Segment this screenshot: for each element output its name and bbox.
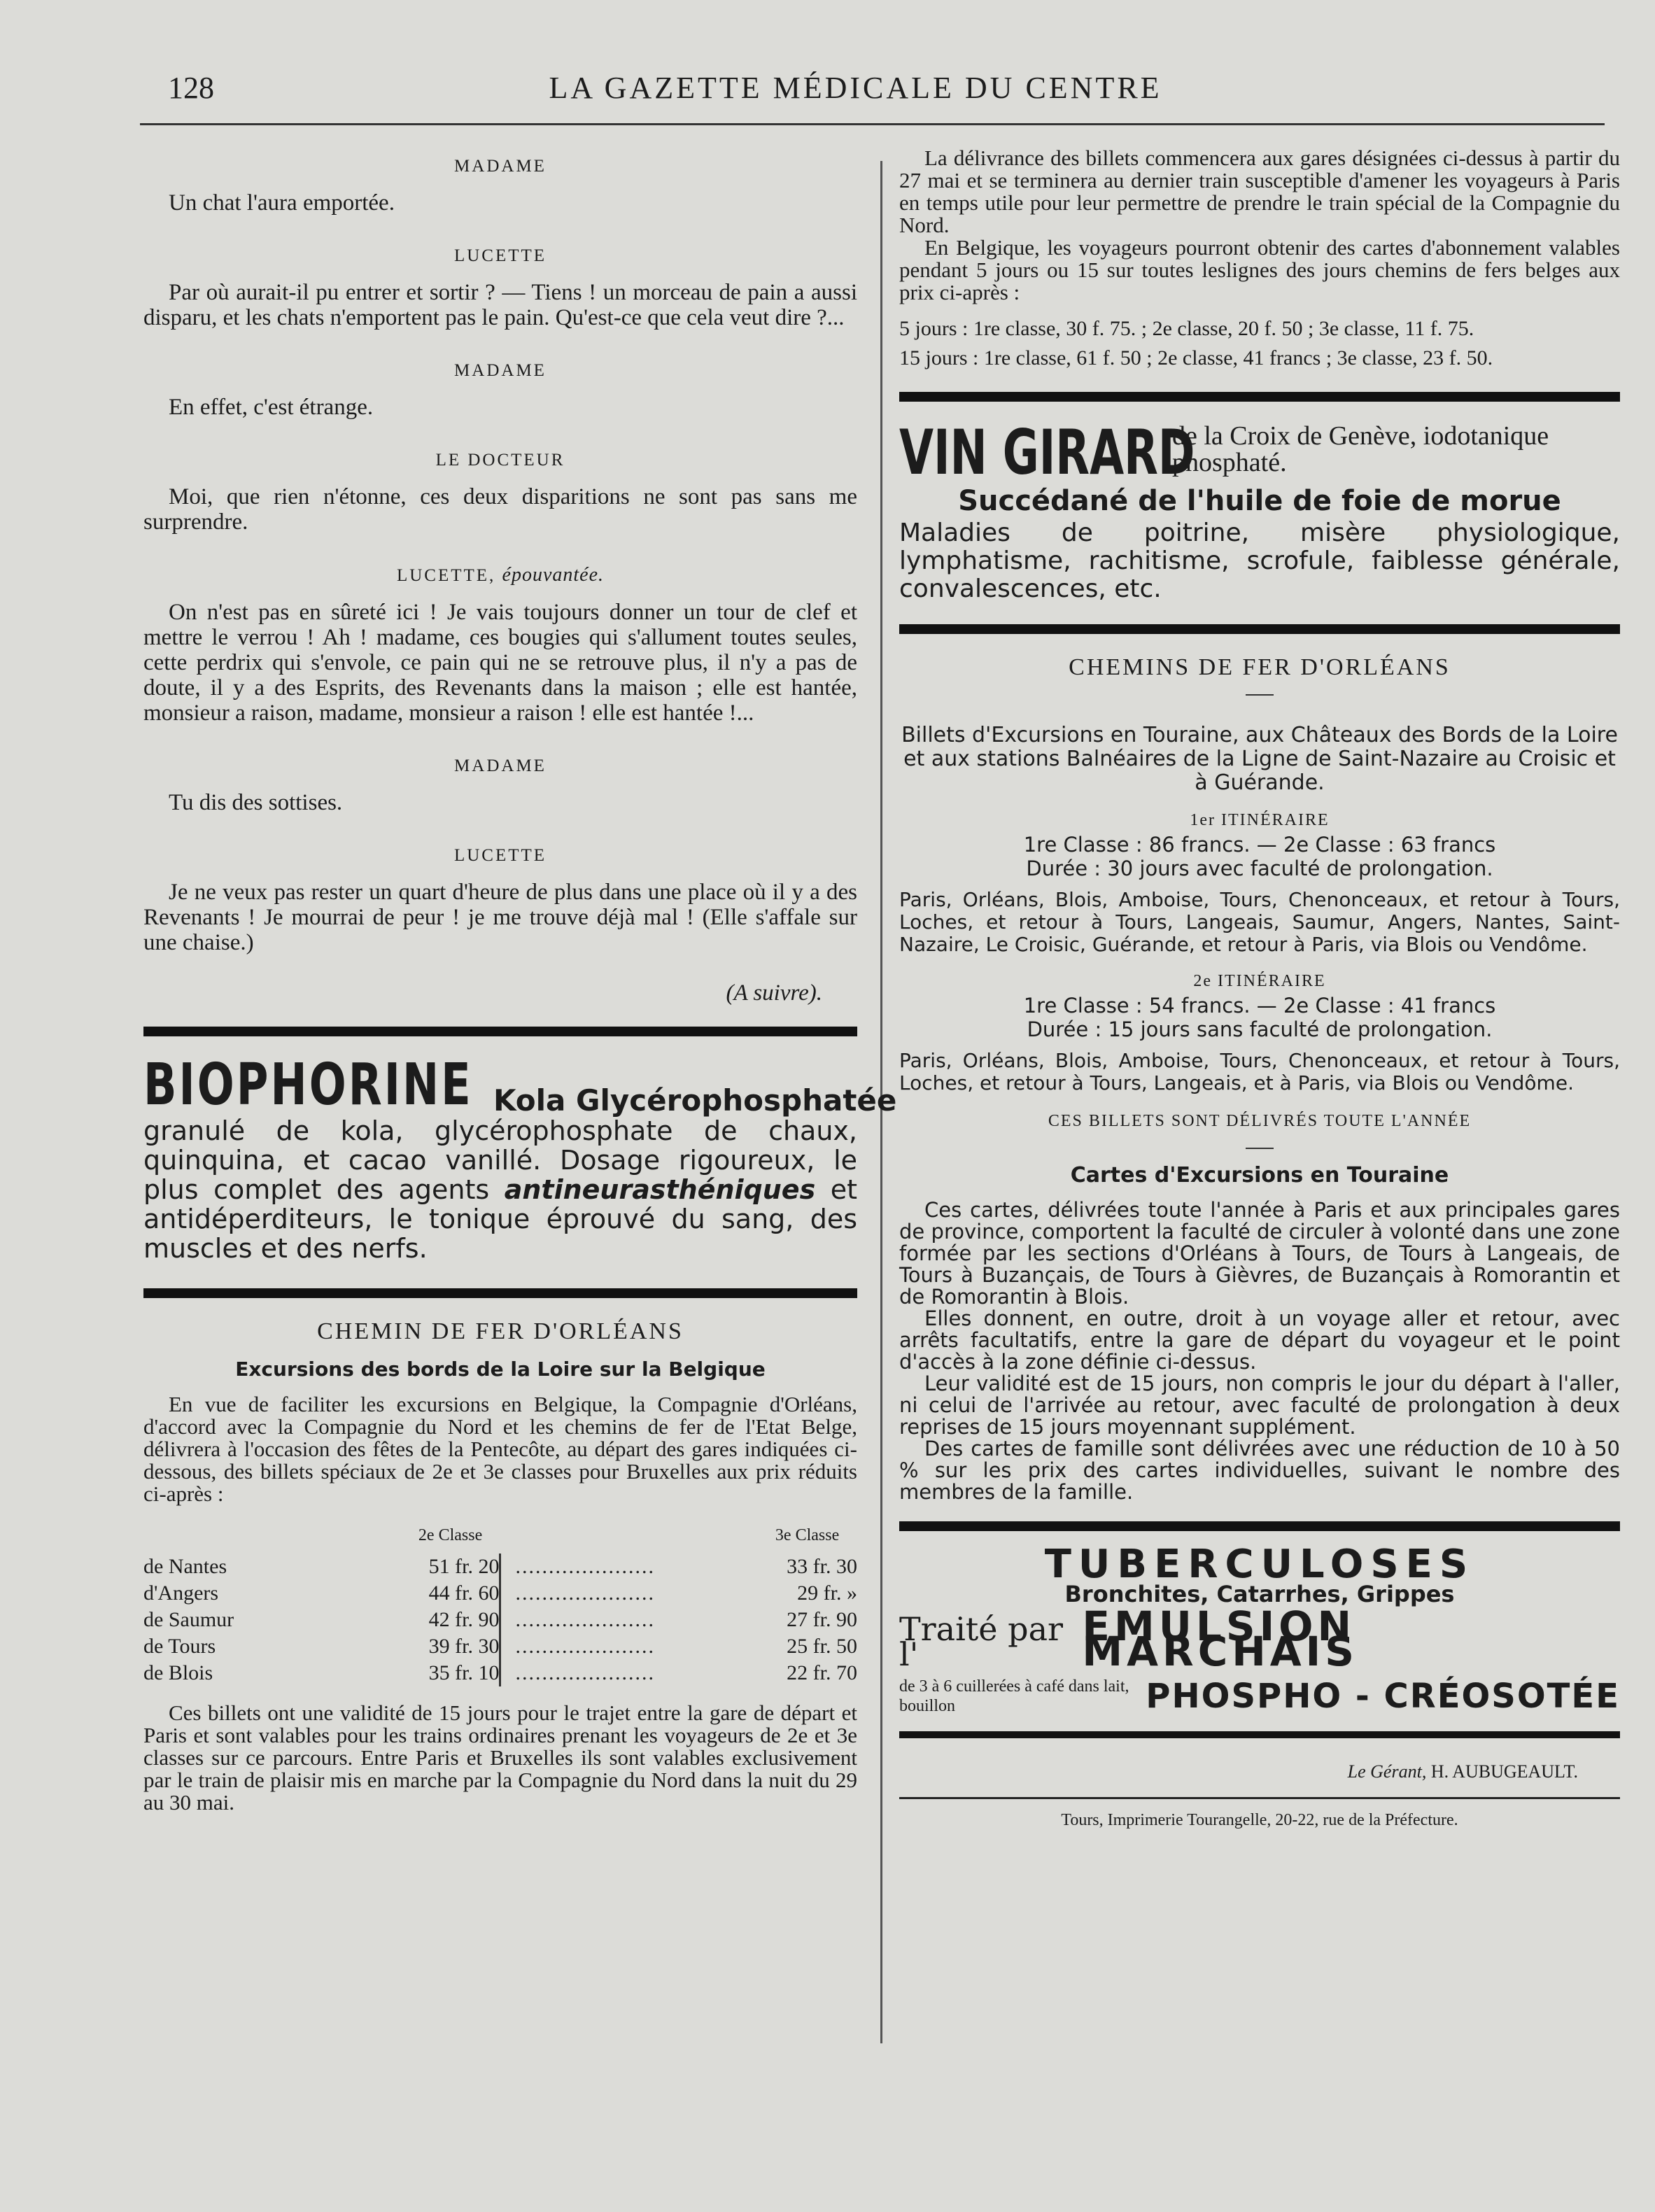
cartes-title: Cartes d'Excursions en Touraine xyxy=(1070,1163,1449,1188)
itinerary-route: Paris, Orléans, Blois, Amboise, Tours, Chenonceaux, et retour à Tours, Loches, et retour à Tours, Langeais, et à Paris, via Blois ou Vendôme. xyxy=(899,1049,1620,1094)
itinerary-duration: Durée : 15 jours sans faculté de prolongation. xyxy=(1027,1017,1493,1041)
price-2e-classe: 51 fr. 20 xyxy=(400,1554,500,1580)
departure-station: de Saumur xyxy=(143,1608,234,1631)
notice-intro: En vue de faciliter les excursions en Belgique, la Compagnie d'Orléans, d'accord avec la Compagnie du Nord et les chemins de fer de l'Etat Belge, délivrera à l'occasion des fêtes de la Pentecôte, au départ des gares indiquées ci-dessous, des billets spéciaux de 2e et 3e classes pour Bruxelles aux prix réduits ci-après : xyxy=(143,1392,857,1506)
vin-girard-ad xyxy=(899,416,1620,603)
running-header xyxy=(140,70,1571,112)
thick-rule xyxy=(899,1731,1620,1738)
speaker-name: LUCETTE, épouvantée. xyxy=(396,564,605,586)
table-row xyxy=(143,1660,857,1686)
biophorine-body: granulé de kola, glycérophosphate de chaux, quinquina, et cacao vanillé. Dosage rigoureux, le plus complet des agents antineurasthéniques et antidéperditeurs, le tonique éprouvé du sang, des muscles et des nerfs. xyxy=(143,1115,858,1264)
dash-divider xyxy=(1246,1148,1274,1149)
itinerary-route: Paris, Orléans, Blois, Amboise, Tours, Chenonceaux, et retour à Tours, Loches, et retour à Tours, Langeais, Saumur, Angers, Nantes, Saint-Nazaire, Le Croisic, Guérande, et retour à Paris, via Blois ou Vendôme. xyxy=(899,888,1620,956)
orleans-belgique-notice xyxy=(143,1319,857,1814)
speaker-name: MADAME xyxy=(454,361,547,380)
price-2e-classe: 35 fr. 10 xyxy=(400,1660,500,1686)
thick-rule xyxy=(899,392,1620,402)
dot-leader: ..................... xyxy=(515,1581,655,1605)
section-title: CHEMIN DE FER D'ORLÉANS xyxy=(317,1318,684,1344)
thick-rule xyxy=(143,1027,857,1036)
play-block xyxy=(143,358,857,420)
thick-rule xyxy=(899,624,1620,634)
speech-text: On n'est pas en sûreté ici ! Je vais toujours donner un tour de clef et mettre le verrou ! Ah ! madame, ces bougies qui s'allument toutes seules, cette perdrix qui s'envole, ce pain qui ne se retrouve plus, il n'y a pas de doute, il y a des Esprits, des Revenants dans la maison ; elle est hantée, monsieur a raison, madame, monsieur a raison ! elle est hantée !... xyxy=(143,600,857,726)
play-block xyxy=(143,754,857,815)
speech-text: Tu dis des sottises. xyxy=(169,790,343,815)
dot-leader: ..................... xyxy=(515,1635,655,1658)
tuberculoses-title: TUBERCULOSES xyxy=(1044,1542,1475,1587)
thick-rule xyxy=(899,1521,1620,1531)
biophorine-ad xyxy=(143,1052,897,1264)
imprimerie-line: Tours, Imprimerie Tourangelle, 20-22, rue de la Préfecture. xyxy=(1061,1811,1458,1829)
dosage-text: de 3 à 6 cuillerées à café dans lait, bouillon xyxy=(899,1677,1129,1715)
vin-girard-body: Maladies de poitrine, misère physiologique, lymphatisme, rachitisme, scrofule, faiblesse générale, convalescences, etc. xyxy=(899,519,1620,603)
price-2e-classe: 44 fr. 60 xyxy=(400,1580,500,1607)
speaker-name: LUCETTE xyxy=(453,246,547,265)
table-row xyxy=(143,1554,857,1580)
right-column xyxy=(899,147,1620,1833)
dot-leader: ..................... xyxy=(515,1608,655,1631)
validity-text: Ces billets ont une validité de 15 jours pour le trajet entre la gare de départ et Paris et sont valables pour les trains ordinaires prenant les voyageurs de 2e et 3e classes sur ce parcours. Entre Paris et Bruxelles ils sont valables exclusivement par le train de plaisir mis en marche par la Compagnie du Nord dans la nuit du 29 au 30 mai. xyxy=(143,1700,857,1815)
speech-text: Moi, que rien n'étonne, ces deux disparitions ne sont pas sans me surprendre. xyxy=(143,484,857,535)
itinerary-heading: 1er ITINÉRAIRE xyxy=(1190,811,1330,829)
vin-girard-tagline: Succédané de l'huile de foie de morue xyxy=(958,485,1561,517)
price-3e-classe: 33 fr. 30 xyxy=(787,1555,857,1578)
col-header-3e: 3e Classe xyxy=(775,1526,840,1544)
price-2e-classe: 42 fr. 90 xyxy=(400,1607,500,1633)
gerant-signature: Le Gérant, H. AUBUGEAULT. xyxy=(1347,1761,1578,1782)
price-table xyxy=(143,1522,857,1686)
journal-title: LA GAZETTE MÉDICALE DU CENTRE xyxy=(549,71,1162,105)
play-excerpt xyxy=(143,154,857,1006)
tuberculoses-subtitle: Bronchites, Catarrhes, Grippes xyxy=(1064,1581,1455,1607)
departure-station: de Blois xyxy=(143,1661,213,1684)
phospho-creosotee: PHOSPHO - CRÉOSOTÉE xyxy=(1146,1677,1620,1716)
cartes-paragraph: Des cartes de famille sont délivrées avec une réduction de 10 à 50 % sur les prix des cartes individuelles, suivant le nombre des membres de la famille. xyxy=(899,1437,1620,1504)
price-2e-classe: 39 fr. 30 xyxy=(400,1633,500,1660)
biophorine-title: BIOPHORINE xyxy=(143,1052,473,1118)
itinerary-prices: 1re Classe : 86 francs. — 2e Classe : 63 francs xyxy=(1023,833,1496,857)
left-column xyxy=(143,147,897,1815)
emulsion-marchais: EMULSION MARCHAIS xyxy=(1082,1602,1359,1675)
section-subtitle: Billets d'Excursions en Touraine, aux Châteaux des Bords de la Loire et aux stations Balnéaires de la Ligne de Saint-Nazaire au Croisic et à Guérande. xyxy=(901,723,1618,795)
play-block xyxy=(143,448,857,535)
price-3e-classe: 25 fr. 50 xyxy=(787,1635,857,1658)
col-header-2e: 2e Classe xyxy=(418,1526,483,1544)
cartes-paragraph: Ces cartes, délivrées toute l'année à Paris et aux principales gares de province, comportent la faculté de circuler à volonté dans une zone formée par les sections d'Orléans à Tours, de Tours à Langeais, de Tours à Buzançais, de Tours à Gièvres, de Buzançais à Romorantin et de Romorantin à Blois. xyxy=(899,1198,1620,1309)
departure-station: de Tours xyxy=(143,1635,216,1658)
table-row xyxy=(143,1633,857,1660)
speaker-name: MADAME xyxy=(454,157,547,176)
price-5-jours: 5 jours : 1re classe, 30 f. 75. ; 2e classe, 20 f. 50 ; 3e classe, 11 f. 75. xyxy=(899,317,1474,340)
itinerary-duration: Durée : 30 jours avec faculté de prolongation. xyxy=(1026,857,1493,880)
stage-direction: épouvantée. xyxy=(502,564,605,586)
delivery-note: CES BILLETS SONT DÉLIVRÉS TOUTE L'ANNÉE xyxy=(1048,1112,1472,1130)
itinerary-heading: 2e ITINÉRAIRE xyxy=(1193,972,1326,990)
cartes-paragraph: Elles donnent, en outre, droit à un voyage aller et retour, avec arrêts facultatifs, entre la gare de départ du voyageur et le point d'accès à la zone définie ci-dessus. xyxy=(899,1306,1620,1374)
speaker-name: LE DOCTEUR xyxy=(435,451,565,470)
play-block xyxy=(143,843,857,955)
belgium-cards-text: En Belgique, les voyageurs pourront obtenir des cartes d'abonnement valables pendant 5 jours ou 15 sur toutes leslignes des jours chemins de fers belges aux prix ci-après : xyxy=(899,235,1620,304)
play-block xyxy=(143,244,857,330)
table-row xyxy=(143,1580,857,1607)
itinerary-prices: 1re Classe : 54 francs. — 2e Classe : 41 francs xyxy=(1023,994,1496,1017)
section-subtitle: Excursions des bords de la Loire sur la Belgique xyxy=(235,1358,766,1381)
header-rule xyxy=(140,123,1605,125)
table-row xyxy=(143,1607,857,1633)
departure-station: de Nantes xyxy=(143,1555,227,1578)
play-block xyxy=(143,154,857,216)
cartes-paragraph: Leur validité est de 15 jours, non compris le jour du départ à l'aller, ni celui de l'arrivée au retour, avec faculté de prolongation à deux reprises de 15 jours moyennant supplément. xyxy=(899,1372,1620,1439)
dot-leader: ..................... xyxy=(515,1661,655,1684)
page-number: 128 xyxy=(168,71,214,105)
traite-par: Traité par l' xyxy=(899,1610,1063,1673)
speech-text: En effet, c'est étrange. xyxy=(169,395,374,420)
price-3e-classe: 29 fr. » xyxy=(797,1581,857,1605)
speech-text: Je ne veux pas rester un quart d'heure de plus dans une place où il y a des Revenants ! Je mourrai de peur ! je me trouve déjà mal ! (Elle s'affale sur une chaise.) xyxy=(143,880,857,955)
speaker-name: MADAME xyxy=(454,756,547,775)
speaker-name: LUCETTE xyxy=(453,846,547,865)
biophorine-subtitle: Kola Glycérophosphatée xyxy=(493,1083,897,1118)
thin-rule xyxy=(899,1797,1620,1799)
price-15-jours: 15 jours : 1re classe, 61 f. 50 ; 2e classe, 41 francs ; 3e classe, 23 f. 50. xyxy=(899,346,1493,369)
tuberculoses-ad xyxy=(899,1542,1620,1716)
departure-station: d'Angers xyxy=(143,1581,219,1605)
price-3e-classe: 27 fr. 90 xyxy=(787,1608,857,1631)
speech-text: Par où aurait-il pu entrer et sortir ? — Tiens ! un morceau de pain a aussi disparu, et les chats n'emportent pas le pain. Qu'est-ce que cela veut dire ?... xyxy=(143,280,857,330)
thick-rule xyxy=(143,1288,857,1298)
section-title: CHEMINS DE FER D'ORLÉANS xyxy=(1069,654,1451,680)
a-suivre: (A suivre). xyxy=(726,980,822,1006)
orleans-touraine-notice xyxy=(899,655,1620,1503)
speech-text: Un chat l'aura emportée. xyxy=(169,190,395,216)
play-block xyxy=(143,563,857,726)
dot-leader: ..................... xyxy=(515,1555,655,1578)
vin-girard-title: VIN GIRARD xyxy=(899,416,1195,488)
price-3e-classe: 22 fr. 70 xyxy=(787,1661,857,1684)
vin-girard-subtitle: de la Croix de Genève, iodotanique phosphaté. xyxy=(1172,421,1549,477)
dash-divider xyxy=(1246,694,1274,696)
delivery-text: La délivrance des billets commencera aux gares désignées ci-dessus à partir du 27 mai et se terminera au dernier train susceptible d'amener les voyageurs à Paris en temps utile pour leur permettre de prendre le train spécial de la Compagnie du Nord. xyxy=(899,146,1620,237)
